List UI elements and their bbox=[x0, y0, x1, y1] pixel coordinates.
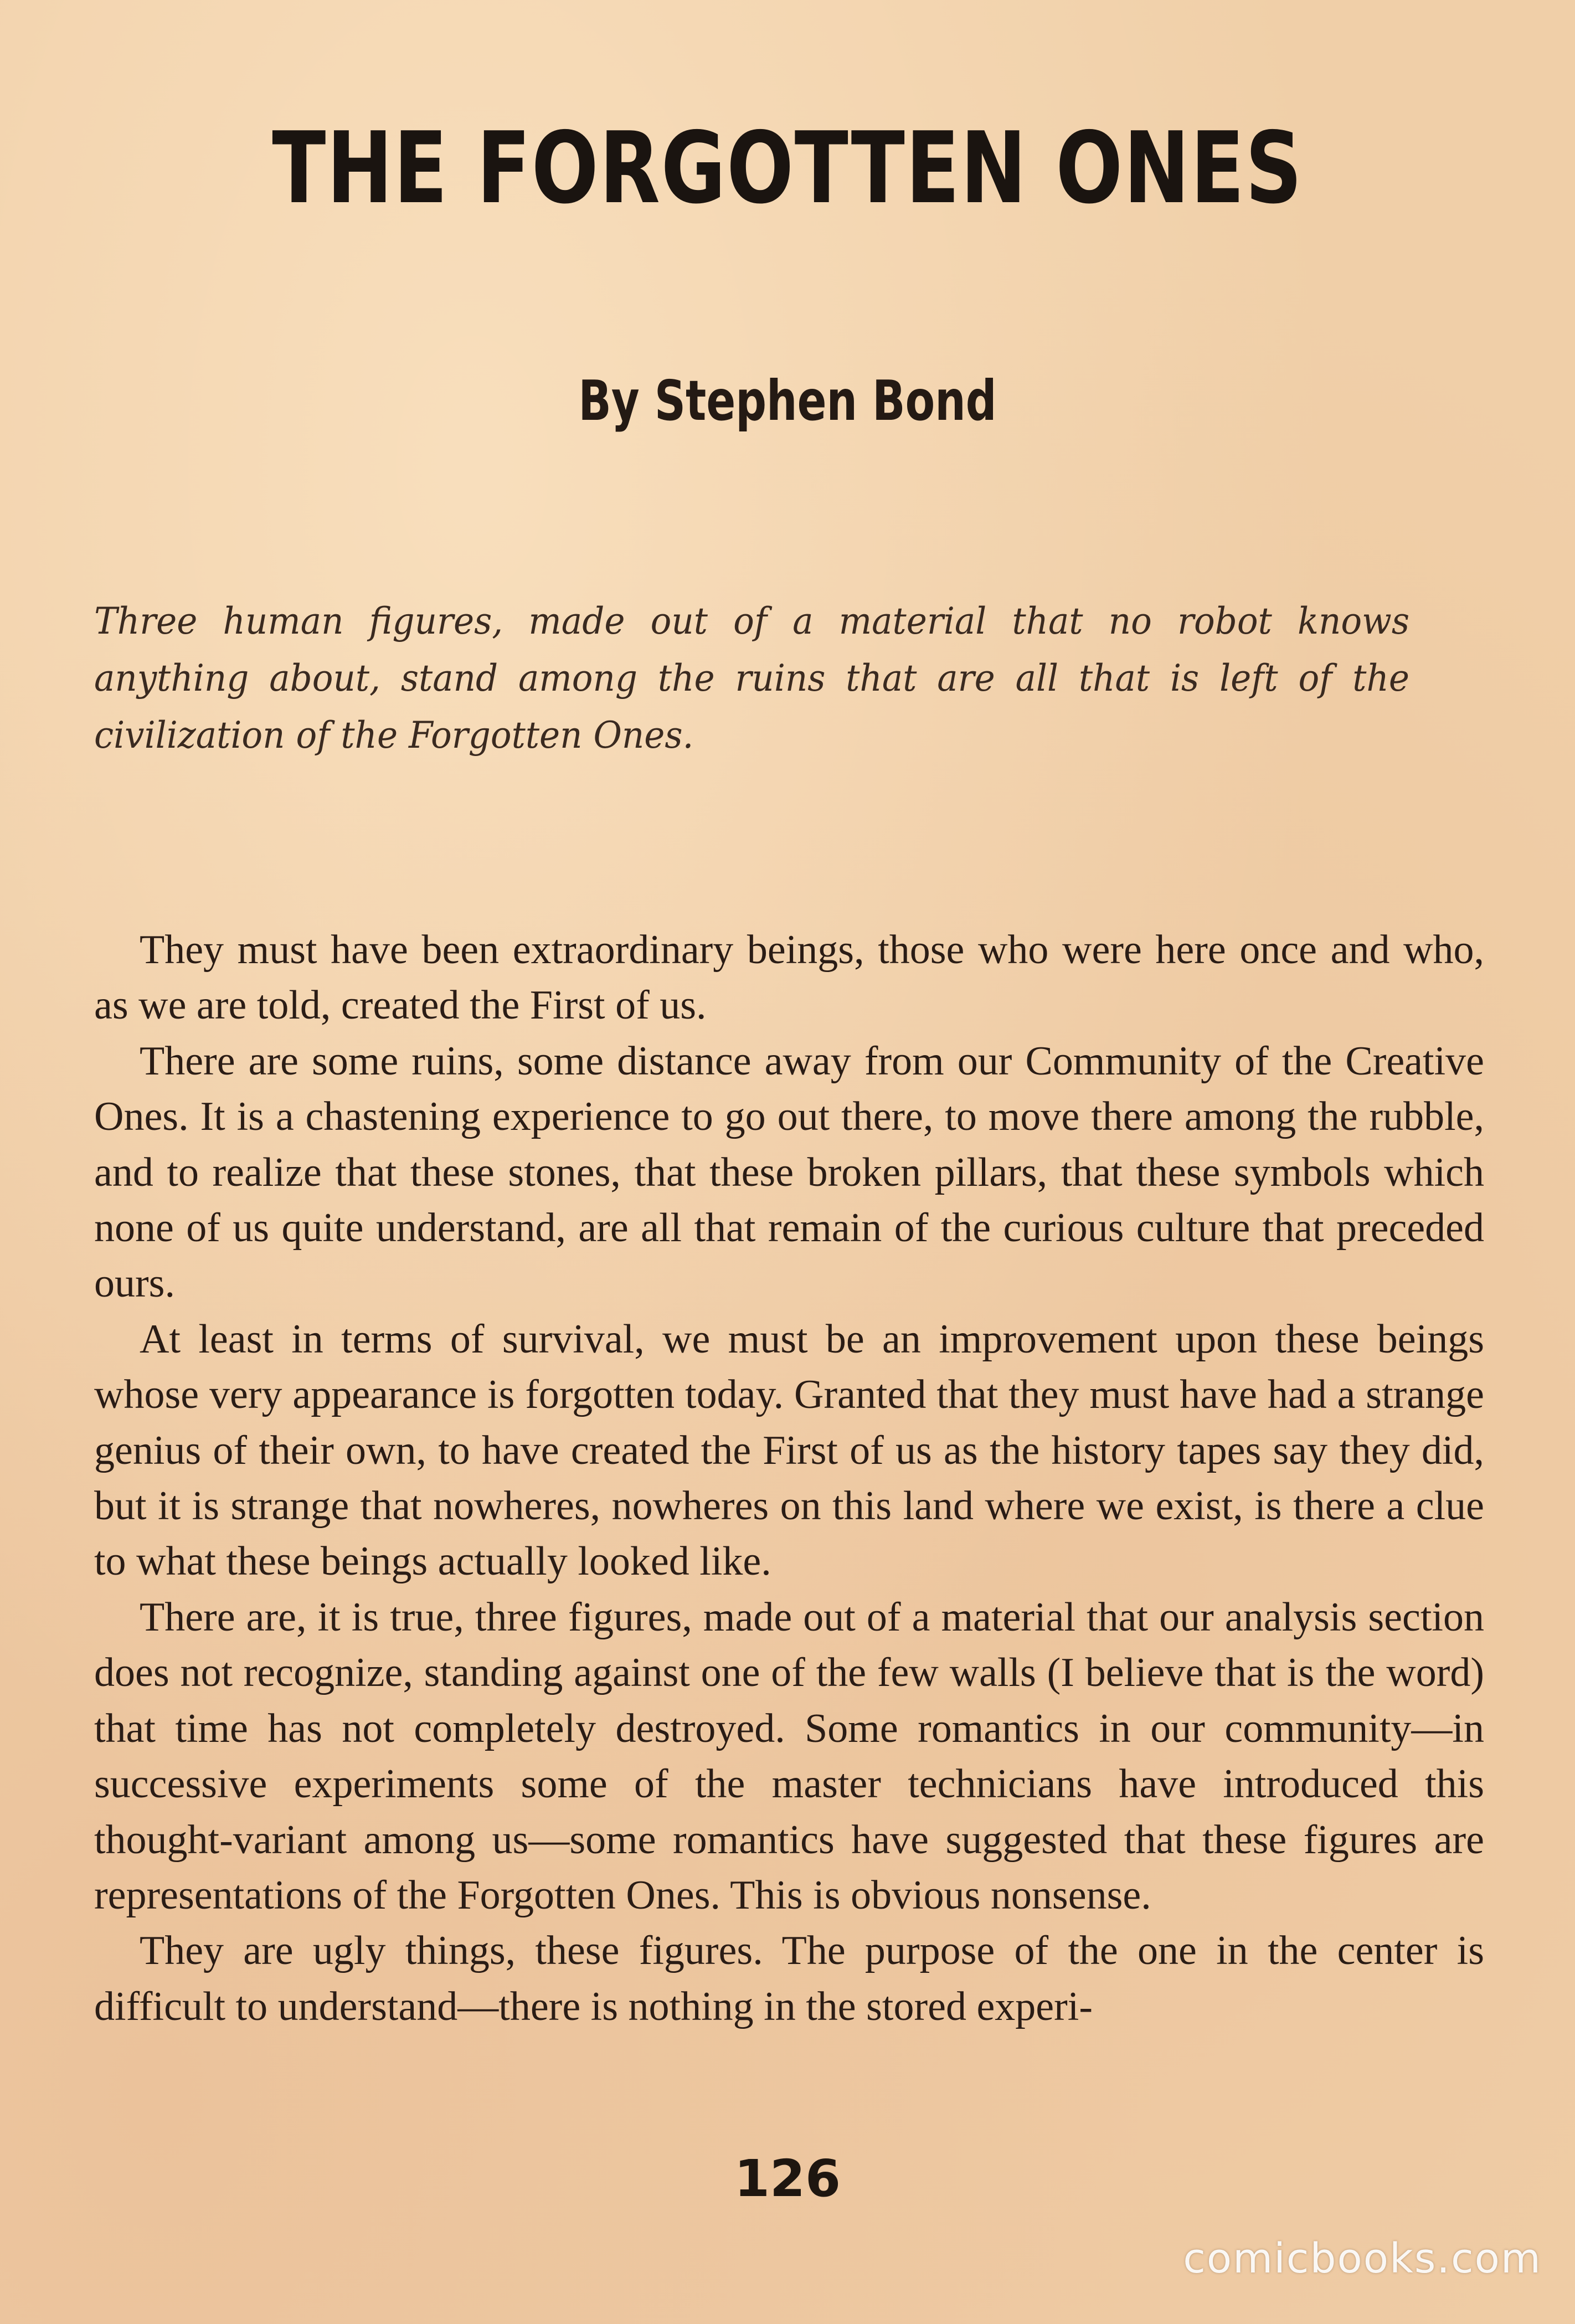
story-body bbox=[94, 922, 1484, 2034]
body-paragraph-2: There are some ruins, some distance away from our Community of the Creative Ones. It is a chastening experience to go out there, to move there among the rubble, and to realize that these stones, that these broken pillars, that these symbols which none of us quite understand, are all that remain of the curious culture that preceded ours. bbox=[94, 1038, 1484, 1307]
body-paragraph-5: They are ugly things, these figures. The purpose of the one in the center is difficult to understand—there is nothing in the stored experi- bbox=[94, 1928, 1484, 2029]
page-number: 126 bbox=[734, 2149, 841, 2208]
story-intro-blurb: Three human figures, made out of a material that no robot knows anything about, stand among the ruins that are all that is left of the civilization of the Forgotten Ones. bbox=[94, 600, 1409, 757]
body-paragraph-4: There are, it is true, three figures, made out of a material that our analysis section does not recognize, standing against one of the few walls (I believe that is the word) that time has not completely destroyed. Some romantics in our community—in successive experiments some of the master technicians have introduced this thought-variant among us—some romantics have suggested that these figures are representations of the Forgotten Ones. This is obvious nonsense. bbox=[94, 1594, 1484, 1918]
body-paragraph-1: They must have been extraordinary beings, those who were here once and who, as we are told, created the First of us. bbox=[94, 927, 1484, 1029]
story-byline: By Stephen Bond bbox=[578, 368, 997, 433]
site-watermark: comicbooks.com bbox=[1183, 2235, 1542, 2282]
body-paragraph-3: At least in terms of survival, we must be an improvement upon these beings whose very appearance is forgotten today. Granted that they must have had a strange genius of their own, to have created the First of us as the history tapes say they did, but it is strange that nowheres, nowheres on this land where we exist, is there a clue to what these beings actually looked like. bbox=[94, 1316, 1484, 1585]
story-title: THE FORGOTTEN ONES bbox=[272, 111, 1303, 225]
